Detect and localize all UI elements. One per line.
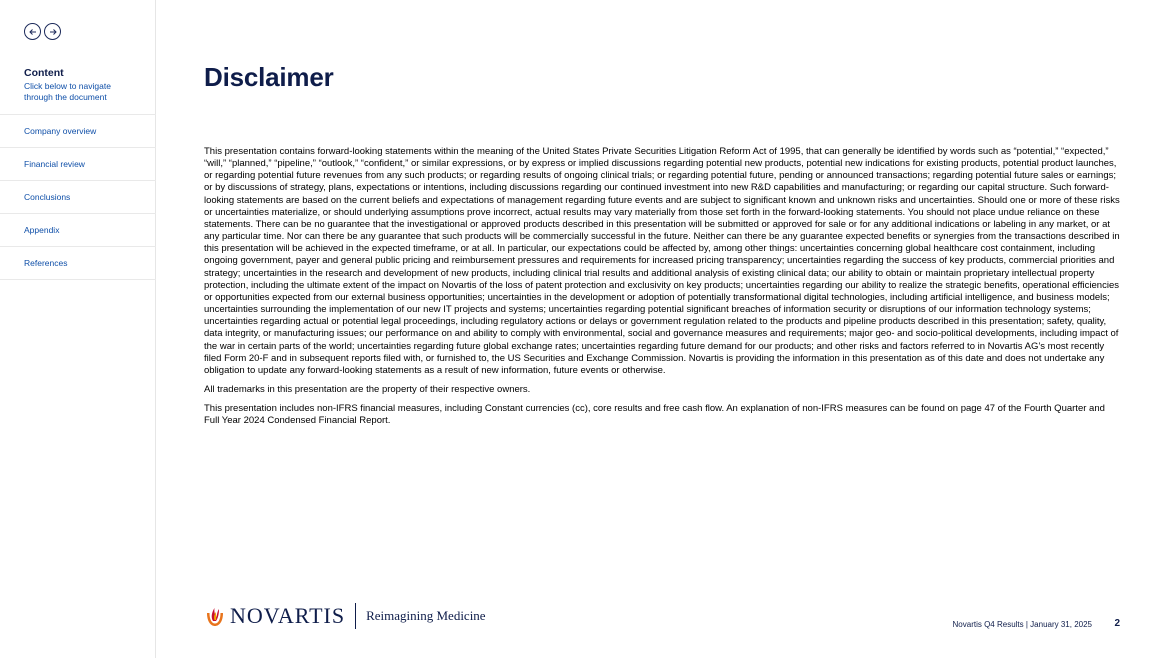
page-title: Disclaimer — [204, 62, 334, 92]
trademark-paragraph: All trademarks in this presentation are the property of their respective owners. — [204, 383, 531, 395]
novartis-flame-icon — [204, 604, 226, 628]
sidebar-item-appendix[interactable]: Appendix — [0, 214, 156, 247]
page-number: 2 — [1114, 618, 1120, 629]
toc-subtitle: Click below to navigate through the document — [24, 81, 111, 102]
disclaimer-paragraph: This presentation contains forward-looking statements within the meaning of the United States Private Securities Litigation Reform Act of 1995, that can generally be identified by words such as “potential,” “expected,” “will,” “planned,” “pipeline,” “outlook,” “confident,” or similar expressions, or by express or implied discussions regarding potential new products, potential new indications for existing products, potential product launches, or regarding potential future revenues from any such products; or regarding results of ongoing clinical trials; or regarding potential future, pending or announced transactions; regarding potential future sales or earnings; or by discussions of strategy, plans, expectations or intentions, including discussions regarding our continued investment into new R&D capabilities and manufacturing; or regarding our capital structure. Such forward-looking statements are based on the current beliefs and expectations of management regarding future events and are subject to significant known and unknown risks and uncertainties. Should one or more of these risks or uncertainties materialize, or should underlying assumptions prove incorrect, actual results may vary materially from those set forth in the forward-looking statements. You should not place undue reliance on these statements. There can be no guarantee that the investigational or approved products described in this presentation will be submitted or approved for sale or for any additional indications or labeling in any market, or at any particular time. Nor can there be any guarantee that such products will be commercially successful in the future. Neither can there be any guarantee expected benefits or synergies from the transactions described in this presentation will be achieved in the expected timeframe, or at all. In particular, our expectations could be affected by, among other things: uncertainties concerning global healthcare cost containment, including ongoing government, payer and general public pricing and reimbursement pressures and requirements for increased pricing transparency; uncertainties regarding the success of key products, commercial priorities and strategy; uncertainties in the research and development of new products, including clinical trial results and additional analysis of existing clinical data; our ability to obtain or maintain proprietary intellectual property protection, including the ultimate extent of the impact on Novartis of the loss of patent protection and exclusivity on key products; uncertainties regarding our ability to realize the strategic benefits, operational efficiencies or opportunities expected from our external business opportunities; uncertainties in the development or adoption of potentially transformational digital technologies, including artificial intelligence, and business models; uncertainties surrounding the implementation of our new IT projects and systems; uncertainties regarding potential significant breaches of information security or disruptions of our information technology systems; uncertainties regarding actual or potential legal proceedings, including regulatory actions or delays or government regulation related to the products and pipeline products described in this presentation; safety, quality, data integrity, or manufacturing issues; our performance on and ability to comply with environmental, social and governance measures and requirements; major geo- and socio-political developments, including impact of the war in certain parts of the world; uncertainties regarding future global exchange rates; uncertainties regarding future demand for our products; and other risks and factors referred to in Novartis AG’s most recently filed Form 20-F and in subsequent reports filed with, or furnished to, the US Securities and Exchange Commission. Novartis is providing the information in this presentation as of this date and does not undertake any obligation to update any forward-looking statements as a result of new information, future events or otherwise. — [204, 146, 1120, 376]
toc-header — [24, 67, 134, 103]
non-ifrs-paragraph: This presentation includes non-IFRS financial measures, including Constant currencies (cc), core results and free cash flow. An explanation of non-IFRS measures can be found on page 47 of the Fourth Quarter and Full Year 2024 Condensed Financial Report. — [204, 403, 1105, 427]
sidebar — [0, 0, 156, 658]
brand-tagline: Reimagining Medicine — [366, 608, 486, 623]
nav-arrows — [24, 23, 61, 40]
logo-divider — [355, 603, 356, 629]
sidebar-item-conclusions[interactable]: Conclusions — [0, 181, 156, 214]
sidebar-item-company-overview[interactable]: Company overview — [0, 115, 156, 148]
sidebar-item-references[interactable]: References — [0, 247, 156, 280]
forward-arrow-icon[interactable] — [44, 23, 61, 40]
novartis-logo — [204, 603, 486, 629]
sidebar-item-financial-review[interactable]: Financial review — [0, 148, 156, 181]
back-arrow-icon[interactable] — [24, 23, 41, 40]
disclaimer-body — [204, 146, 1122, 434]
footer-meta: Novartis Q4 Results | January 31, 2025 — [952, 620, 1092, 629]
toc-title: Content — [24, 67, 64, 79]
toc-list — [0, 114, 156, 280]
brand-name: NOVARTIS — [230, 603, 346, 628]
